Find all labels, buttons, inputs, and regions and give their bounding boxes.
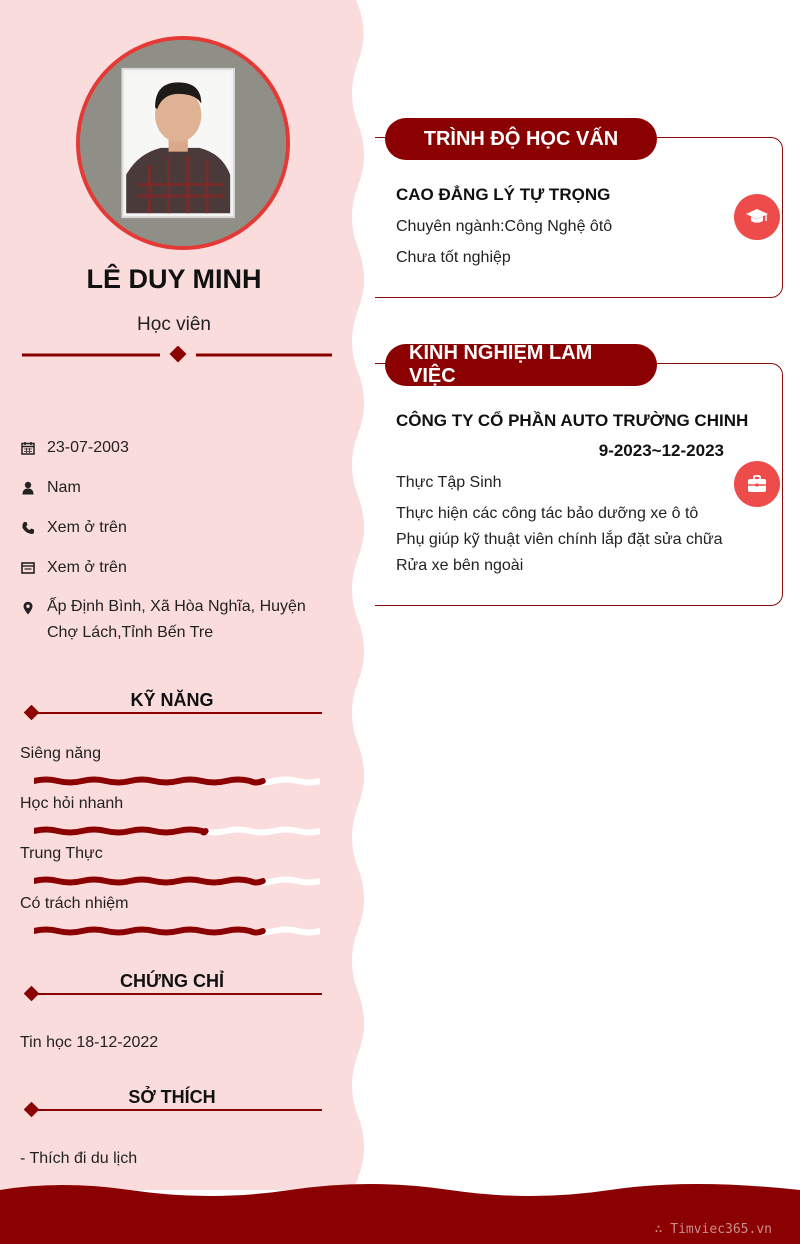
candidate-name: LÊ DUY MINH xyxy=(86,264,262,294)
experience-badge xyxy=(734,461,780,507)
hobby-item: - Thích đi du lịch xyxy=(20,1150,138,1167)
user-icon xyxy=(20,479,36,497)
education-major: Chuyên ngành:Công Nghệ ôtô xyxy=(396,218,613,235)
skill-bar-fill xyxy=(34,880,263,883)
contact-email xyxy=(20,558,320,578)
hobbies-title: SỞ THÍCH xyxy=(128,1087,216,1107)
contact-gender xyxy=(20,478,320,498)
education-tag: TRÌNH ĐỘ HỌC VẤN xyxy=(385,118,657,160)
address-line-2: Chợ Lách,Tỉnh Bến Tre xyxy=(47,624,214,641)
skills-heading-line xyxy=(22,700,322,720)
skills-heading xyxy=(22,690,322,720)
avatar xyxy=(76,36,290,250)
certificates-heading xyxy=(22,971,322,1001)
skill-bar-fill xyxy=(34,930,263,933)
experience-duty: Rửa xe bên ngoài xyxy=(396,557,524,574)
skill-bar xyxy=(34,925,320,937)
experience-duty: Thực hiện các công tác bảo dưỡng xe ô tô xyxy=(396,505,699,522)
experience-duty: Phụ giúp kỹ thuật viên chính lắp đặt sửa chữa xyxy=(396,531,723,548)
education-badge xyxy=(734,194,780,240)
skill-bar-fill xyxy=(34,780,263,783)
skill-bar xyxy=(34,875,320,887)
profile-photo xyxy=(80,40,286,246)
email-icon xyxy=(20,559,36,577)
skill-bar xyxy=(34,825,320,837)
email-text: Xem ở trên xyxy=(47,559,127,576)
gender-text: Nam xyxy=(47,479,81,496)
skill-name: Có trách nhiệm xyxy=(20,895,129,912)
certificates-heading-line xyxy=(22,981,322,1001)
experience-position: Thực Tập Sinh xyxy=(396,474,502,491)
education-school: CAO ĐẲNG LÝ TỰ TRỌNG xyxy=(396,185,611,204)
skills-title: KỸ NĂNG xyxy=(130,690,214,710)
phone-icon xyxy=(20,519,36,537)
phone-text: Xem ở trên xyxy=(47,519,127,536)
hobbies-heading-line xyxy=(22,1097,322,1117)
watermark: ∴ Timviec365.vn xyxy=(654,1222,772,1237)
skill-bar xyxy=(34,775,320,787)
skill-name: Trung Thực xyxy=(20,845,103,862)
certificate-item: Tin học 18-12-2022 xyxy=(20,1034,159,1051)
candidate-role: Học viên xyxy=(137,314,211,335)
briefcase-icon xyxy=(745,472,769,496)
address-line-1: Ấp Định Bình, Xã Hòa Nghĩa, Huyện xyxy=(47,598,306,615)
certificates-title: CHỨNG CHỈ xyxy=(120,971,224,991)
birthday-text: 23-07-2003 xyxy=(47,439,129,456)
experience-period: 9-2023~12-2023 xyxy=(598,441,724,460)
location-pin-icon xyxy=(20,599,36,617)
address-text xyxy=(47,594,306,646)
skill-name: Học hỏi nhanh xyxy=(20,795,124,812)
skill-name: Siêng năng xyxy=(20,745,101,762)
education-status: Chưa tốt nghiệp xyxy=(396,249,511,266)
contact-phone xyxy=(20,518,320,538)
contact-address xyxy=(20,594,320,646)
calendar-icon xyxy=(20,439,36,457)
name-divider xyxy=(22,346,332,364)
graduation-cap-icon xyxy=(745,205,769,229)
contact-birthday xyxy=(20,438,320,458)
experience-company: CÔNG TY CỔ PHẦN AUTO TRƯỜNG CHINH xyxy=(396,411,749,430)
skill-bar-fill xyxy=(34,830,206,833)
experience-tag: KINH NGHIỆM LÀM VIỆC xyxy=(385,344,657,386)
hobbies-heading xyxy=(22,1087,322,1117)
